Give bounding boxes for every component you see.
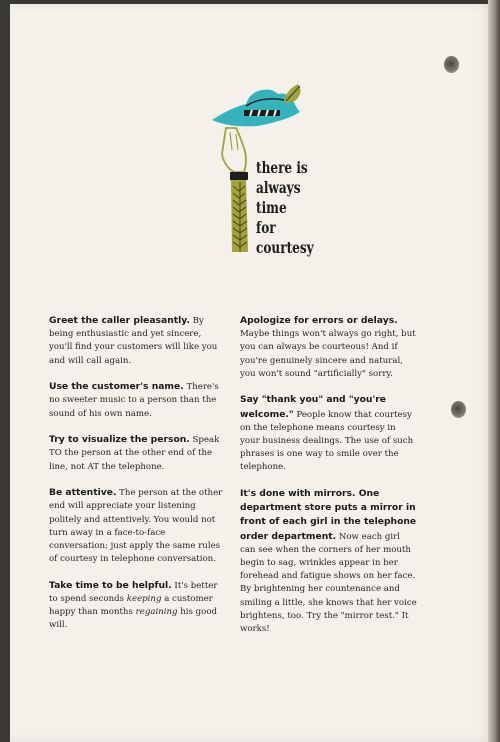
tip-body: Maybe things won't always go right, but you can always be courteous! And if you're genuinely sincere and natural, you won't sound "artificially" sorry. xyxy=(240,329,416,379)
tip-heading: Apologize for errors or delays. xyxy=(240,315,398,326)
tip-mirrors xyxy=(240,487,418,636)
tip-visualize xyxy=(49,433,225,474)
headline-line: always xyxy=(256,178,301,197)
headline-line: time xyxy=(256,198,287,217)
tip-body: There's no sweeter music to a person than the sound of his own name. xyxy=(49,382,219,419)
tip-use-name xyxy=(49,380,225,421)
page-headline xyxy=(256,158,342,258)
tip-body: People know that courtesy on the telephone means courtesy in your business dealings. The use of such phrases is one way to smile over the telephone. xyxy=(240,409,414,473)
tip-heading: Say "thank you" and "you're welcome." xyxy=(240,394,387,420)
tip-heading: Be attentive. xyxy=(49,487,117,499)
binder-hole-middle xyxy=(451,401,466,418)
emphasis-keeping: keeping xyxy=(126,594,162,605)
tip-heading: Greet the caller pleasantly. xyxy=(49,315,190,326)
headline-line: there is xyxy=(256,158,308,177)
tip-apologize xyxy=(240,314,418,381)
tip-thank-you xyxy=(240,393,418,474)
headline-line: for xyxy=(256,218,276,237)
tip-body: Speak TO the person at the other end of the line, not AT the telephone. xyxy=(49,435,220,472)
left-column xyxy=(49,314,225,645)
tip-heading: It's done with mirrors. One department store puts a mirror in front of each girl in the telephone order department. xyxy=(240,488,417,542)
tip-body: It's better to spend seconds xyxy=(49,580,218,605)
tip-body: his good will. xyxy=(49,607,218,631)
tip-body: The person at the other end will appreciate your listening politely and attentively. You would not turn away in a face-to-face conversation; just apply the same rules of courtesy in telephone conversation. xyxy=(49,488,223,565)
tip-greet-caller xyxy=(49,314,225,368)
right-column xyxy=(240,314,418,649)
headline-line: courtesy xyxy=(256,238,314,257)
tip-body: a customer happy than months xyxy=(49,594,213,618)
tip-heading: Try to visualize the person. xyxy=(49,434,190,446)
tip-body: Now each girl can see when the corners of her mouth begin to sag, wrinkles appear in her forehead and fatigue shows on her face. By brightening her countenance and smiling a little, she knows that her voice brightens, too. Try the "mirror test." It works! xyxy=(240,531,417,635)
tip-heading: Take time to be helpful. xyxy=(49,579,172,591)
tip-body: By being enthusiastic and yet sincere, you'll find your customers will like you and will call again. xyxy=(49,316,218,366)
tip-be-helpful xyxy=(49,579,225,633)
tip-heading: Use the customer's name. xyxy=(49,381,184,393)
hand-tipping-hat-icon xyxy=(0,0,500,270)
tip-be-attentive xyxy=(49,486,225,566)
emphasis-regaining: regaining xyxy=(135,607,178,618)
